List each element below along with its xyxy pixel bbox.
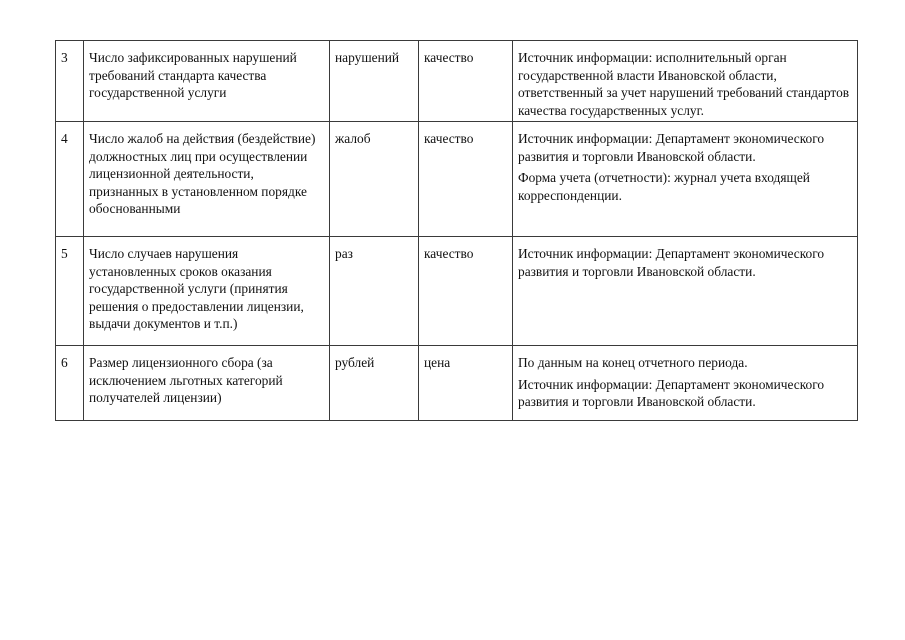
unit-of-measure: жалоб [330,122,419,237]
table-row [56,237,858,346]
unit-of-measure: рублей [330,346,419,421]
indicator-type: качество [419,122,513,237]
source-paragraph: Форма учета (отчетности): журнал учета входящей корреспонденции. [518,170,810,203]
indicator-name: Размер лицензионного сбора (за исключением льготных категорий получателей лицензии) [84,346,330,421]
source-paragraph: Источник информации: Департамент экономического развития и торговли Ивановской области. [518,376,825,409]
unit-of-measure: раз [330,237,419,346]
row-number: 6 [56,346,84,421]
table-row [56,346,858,421]
indicator-type: качество [419,237,513,346]
unit-of-measure: нарушений [330,41,419,122]
row-number: 4 [56,122,84,237]
indicators-table [55,40,858,421]
source-paragraph: Источник информации: Департамент экономического развития и торговли Ивановской области. [518,246,825,279]
information-source [513,237,858,346]
indicator-name: Число зафиксированных нарушений требований стандарта качества государственной услуги [84,41,330,122]
indicator-name: Число случаев нарушения установленных сроков оказания государственной услуги (принятия решения о предоставлении лицензии, выдачи документов и т.п.) [84,237,330,346]
source-paragraph: По данным на конец отчетного периода. [518,355,748,370]
table-row [56,41,858,122]
information-source [513,41,858,122]
source-paragraph: Источник информации: исполнительный орган государственной власти Ивановской области, ответственный за учет нарушений требований стандартов качества государственных услуг. [518,50,850,118]
indicator-type: качество [419,41,513,122]
row-number: 5 [56,237,84,346]
indicator-name: Число жалоб на действия (бездействие) должностных лиц при осуществлении лицензионной деятельности, признанных в установленном порядке обоснованными [84,122,330,237]
information-source [513,122,858,237]
row-number: 3 [56,41,84,122]
indicator-type: цена [419,346,513,421]
table-row [56,122,858,237]
information-source [513,346,858,421]
source-paragraph: Источник информации: Департамент экономического развития и торговли Ивановской области. [518,131,825,164]
